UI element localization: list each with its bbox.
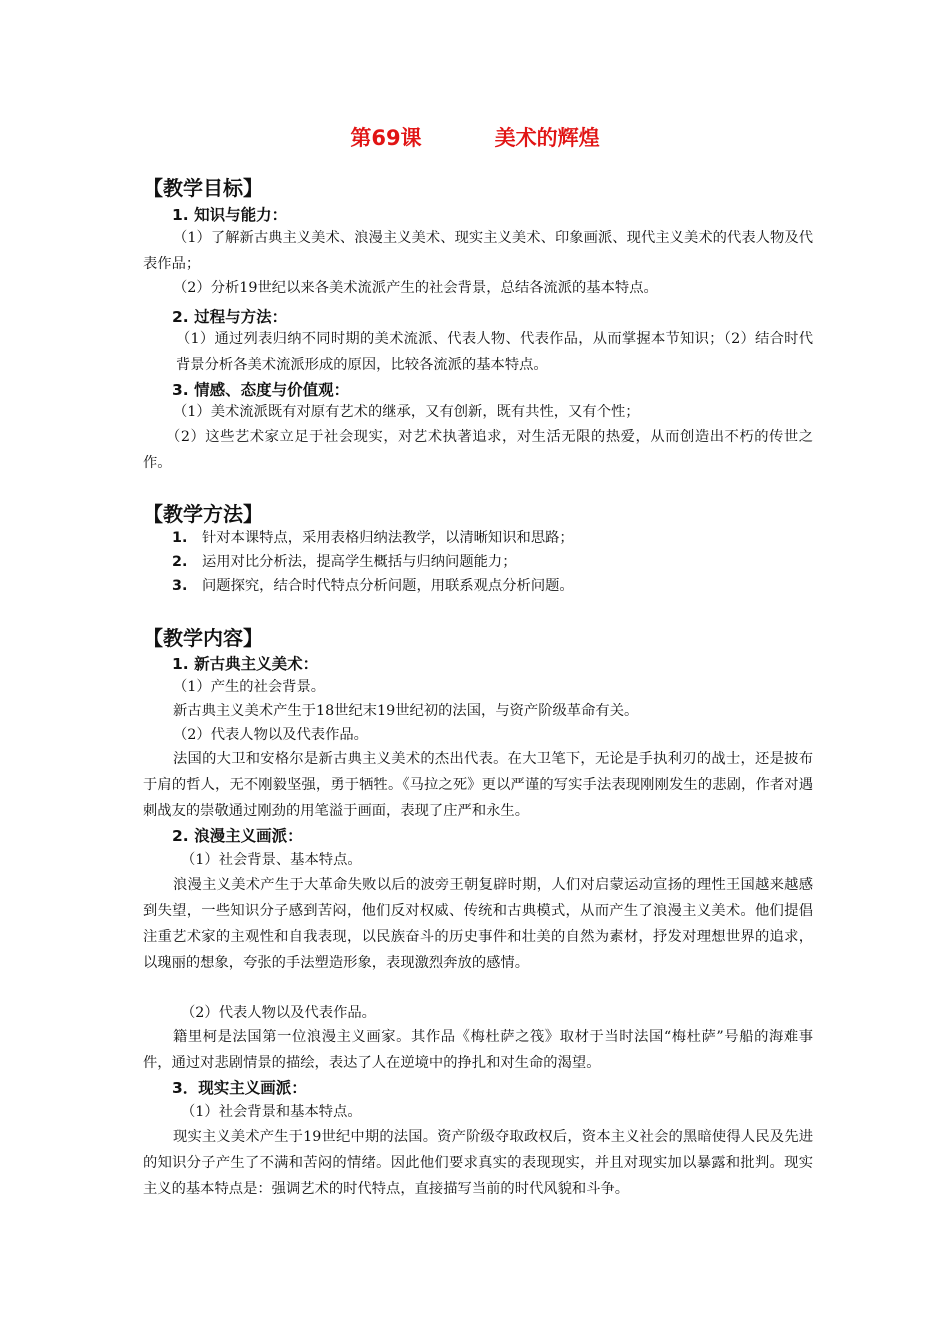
method-number: 1. [172, 530, 188, 546]
method-item-3 [172, 573, 574, 599]
paragraph-knowledge-1: （1）了解新古典主义美术、浪漫主义美术、现实主义美术、印象画派、现代主义美术的代表人物及代表作品； [143, 230, 813, 272]
paragraph-realism-a: （1）社会背景和基本特点。 [181, 1104, 362, 1120]
paragraph-realism-a-text: 现实主义美术产生于19世纪中期的法国。资产阶级夺取政权后，资本主义社会的黑暗使得人民及先进的知识分子产生了不满和苦闷的情绪。因此他们要求真实的表现现实，并且对现实加以暴露和批判。现实主义的基本特点是：强调艺术的时代特点，直接描写当前的时代风貌和斗争。 [143, 1129, 813, 1197]
method-number: 3. [172, 578, 188, 594]
method-number: 2. [172, 554, 188, 570]
paragraph-romanticism-b-text: 籍里柯是法国第一位浪漫主义画家。其作品《梅杜萨之筏》取材于当时法国“梅杜萨”号船的海难事件，通过对悲剧情景的描绘，表达了人在逆境中的挣扎和对生命的渴望。 [143, 1029, 813, 1071]
paragraph-knowledge-2: （2）分析19世纪以来各美术流派产生的社会背景，总结各流派的基本特点。 [173, 280, 658, 296]
method-text: 运用对比分析法，提高学生概括与归纳问题能力； [202, 554, 517, 570]
paragraph-neoclassicism-a: （1）产生的社会背景。 [173, 679, 326, 695]
page-title: 第69课 美术的辉煌 [350, 126, 600, 150]
method-item-2 [172, 549, 517, 575]
section-heading-content: 【教学内容】 [143, 626, 263, 650]
subheading-neoclassicism: 1. 新古典主义美术： [172, 655, 319, 673]
subheading-emotion: 3. 情感、态度与价值观： [172, 381, 350, 399]
subheading-process: 2. 过程与方法： [172, 308, 288, 326]
subheading-realism: 3．现实主义画派： [172, 1079, 307, 1097]
subheading-romanticism: 2. 浪漫主义画派： [172, 827, 303, 845]
method-item-1 [172, 525, 574, 551]
paragraph-neoclassicism-b: （2）代表人物以及代表作品。 [173, 727, 368, 743]
paragraph-emotion-1: （1）美术流派既有对原有艺术的继承，又有创新，既有共性，又有个性； [173, 404, 640, 420]
paragraph-romanticism-a: （1）社会背景、基本特点。 [181, 852, 362, 868]
section-heading-goals: 【教学目标】 [143, 176, 263, 200]
subheading-knowledge: 1. 知识与能力： [172, 206, 288, 224]
paragraph-emotion-2: （2）这些艺术家立足于社会现实，对艺术执著追求，对生活无限的热爱，从而创造出不朽的传世之作。 [143, 429, 813, 471]
method-text: 针对本课特点，采用表格归纳法教学，以清晰知识和思路； [202, 530, 574, 546]
paragraph-process-1: （1）通过列表归纳不同时期的美术流派、代表人物、代表作品，从而掌握本节知识；（2）结合时代背景分析各美术流派形成的原因，比较各流派的基本特点。 [176, 331, 813, 373]
paragraph-romanticism-b: （2）代表人物以及代表作品。 [181, 1005, 376, 1021]
section-heading-methods: 【教学方法】 [143, 502, 263, 526]
paragraph-neoclassicism-b-text: 法国的大卫和安格尔是新古典主义美术的杰出代表。在大卫笔下，无论是手执利刃的战士，还是披布于肩的哲人，无不刚毅坚强，勇于牺牲。《马拉之死》更以严谨的写实手法表现刚刚发生的悲剧，作者对遇刺战友的崇敬通过刚劲的用笔溢于画面，表现了庄严和永生。 [143, 751, 813, 819]
paragraph-neoclassicism-a-text: 新古典主义美术产生于18世纪末19世纪初的法国，与资产阶级革命有关。 [173, 703, 639, 719]
paragraph-romanticism-a-text: 浪漫主义美术产生于大革命失败以后的波旁王朝复辟时期，人们对启蒙运动宣扬的理性王国越来越感到失望，一些知识分子感到苦闷，他们反对权威、传统和古典模式，从而产生了浪漫主义美术。他们提倡注重艺术家的主观性和自我表现，以民族奋斗的历史事件和壮美的自然为素材，抒发对理想世界的追求，以瑰丽的想象，夸张的手法塑造形象，表现激烈奔放的感情。 [143, 877, 813, 971]
method-text: 问题探究，结合时代特点分析问题，用联系观点分析问题。 [202, 578, 574, 594]
